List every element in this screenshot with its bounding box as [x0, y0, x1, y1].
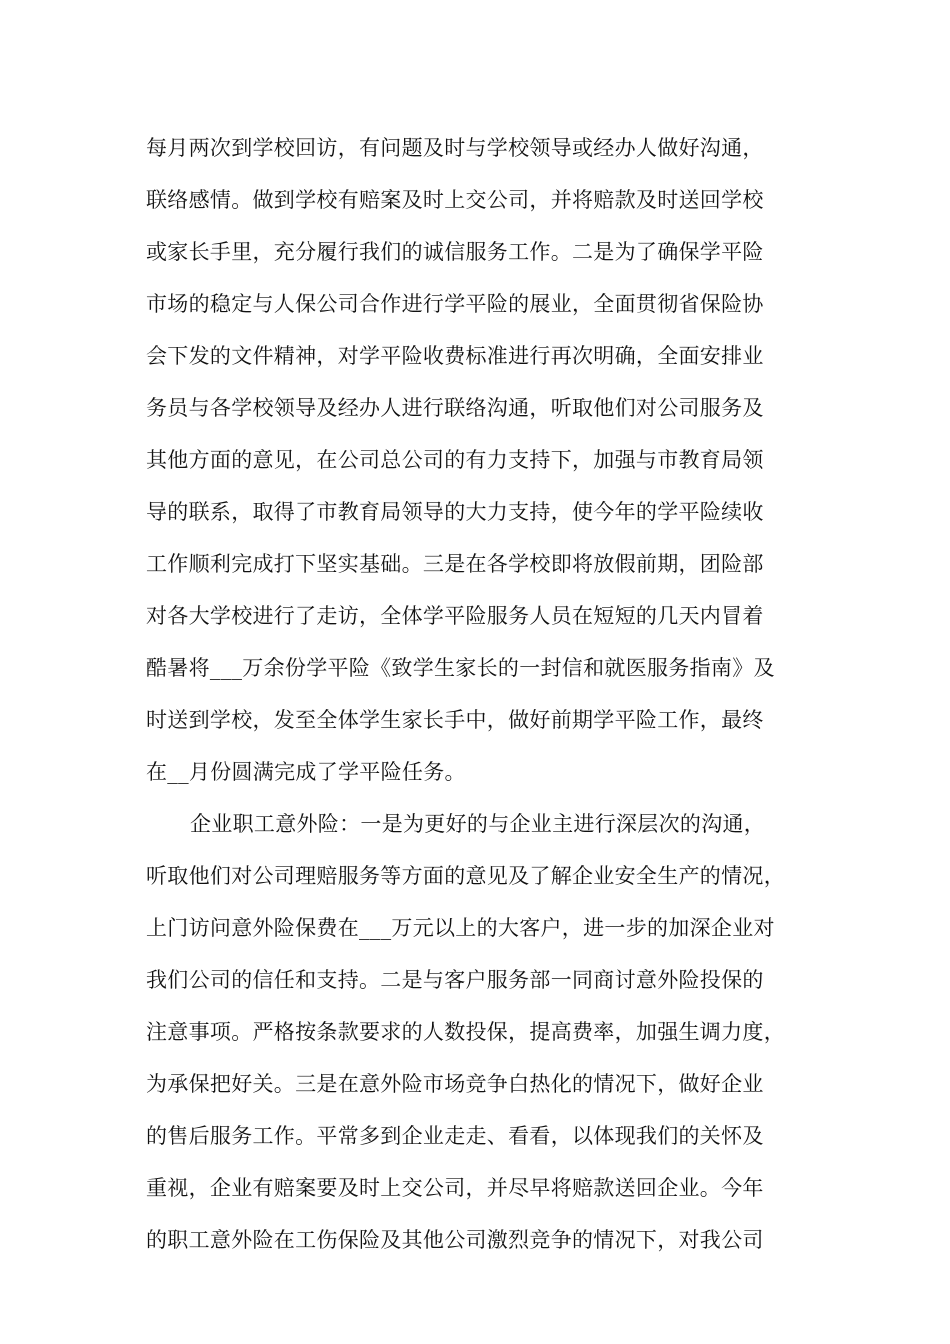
text-line: 酷暑将___万余份学平险《致学生家长的一封信和就医服务指南》及 — [146, 656, 775, 680]
text-line: 上门访问意外险保费在___万元以上的大客户，进一步的加深企业对 — [146, 916, 775, 940]
text-line: 工作顺利完成打下坚实基础。三是在各学校即将放假前期，团险部 — [146, 552, 764, 576]
text-line: 时送到学校，发至全体学生家长手中，做好前期学平险工作，最终 — [146, 708, 764, 732]
text-line: 的职工意外险在工伤保险及其他公司激烈竞争的情况下，对我公司 — [146, 1228, 764, 1252]
text-line: 会下发的文件精神，对学平险收费标准进行再次明确，全面安排业 — [146, 344, 764, 368]
text-line: 务员与各学校领导及经办人进行联络沟通，听取他们对公司服务及 — [146, 396, 764, 420]
text-line: 重视，企业有赔案要及时上交公司，并尽早将赔款送回企业。今年 — [146, 1176, 764, 1200]
text-line: 市场的稳定与人保公司合作进行学平险的展业，全面贯彻省保险协 — [146, 292, 764, 316]
text-line: 我们公司的信任和支持。二是与客户服务部一同商讨意外险投保的 — [146, 968, 764, 992]
text-line: 听取他们对公司理赔服务等方面的意见及了解企业安全生产的情况， — [146, 864, 785, 888]
text-line: 或家长手里，充分履行我们的诚信服务工作。二是为了确保学平险 — [146, 240, 764, 264]
text-line: 其他方面的意见，在公司总公司的有力支持下，加强与市教育局领 — [146, 448, 764, 472]
text-line: 导的联系，取得了市教育局领导的大力支持，使今年的学平险续收 — [146, 500, 764, 524]
paragraph-first-line: 企业职工意外险：一是为更好的与企业主进行深层次的沟通， — [190, 812, 766, 836]
text-line: 的售后服务工作。平常多到企业走走、看看，以体现我们的关怀及 — [146, 1124, 764, 1148]
text-line: 在__月份圆满完成了学平险任务。 — [146, 760, 466, 784]
text-line: 每月两次到学校回访，有问题及时与学校领导或经办人做好沟通， — [146, 136, 764, 160]
text-line: 为承保把好关。三是在意外险市场竞争白热化的情况下，做好企业 — [146, 1072, 764, 1096]
text-line: 对各大学校进行了走访，全体学平险服务人员在短短的几天内冒着 — [146, 604, 764, 628]
text-line: 注意事项。严格按条款要求的人数投保，提高费率，加强生调力度， — [146, 1020, 785, 1044]
text-line: 联络感情。做到学校有赔案及时上交公司，并将赔款及时送回学校 — [146, 188, 764, 212]
